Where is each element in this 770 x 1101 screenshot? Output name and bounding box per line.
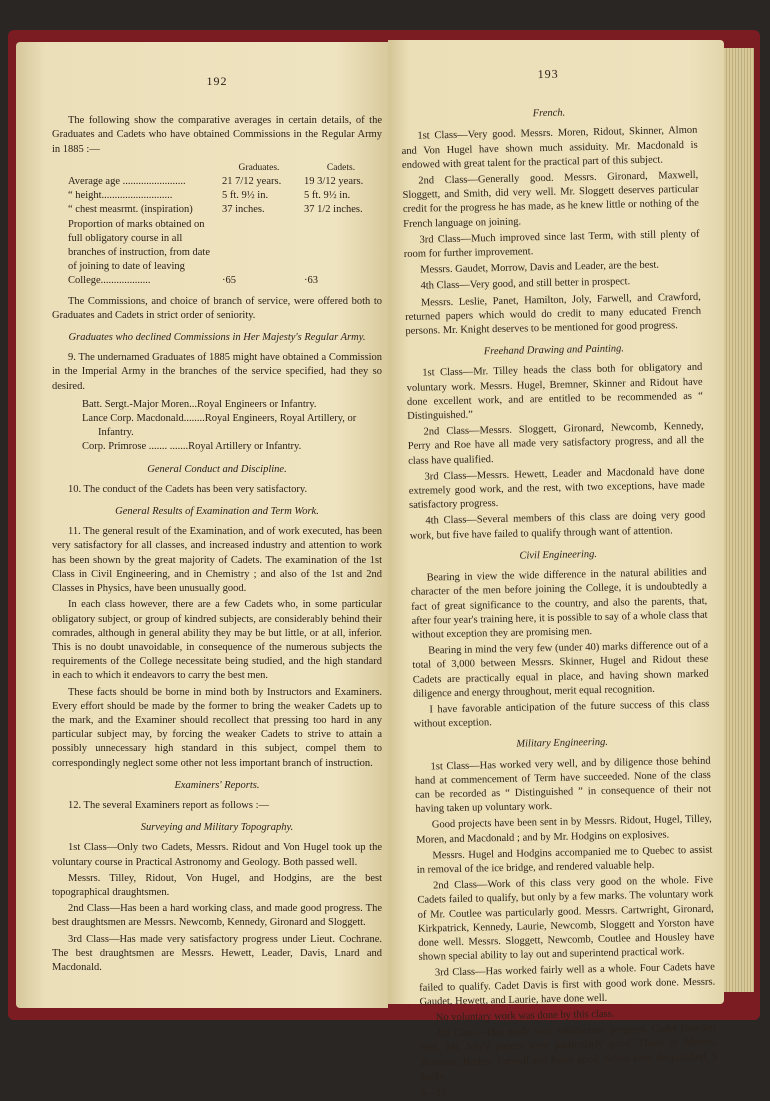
french-3rd-class: 3rd Class—Much improved since last Term, with still plenty of room for further improvement. [403,228,700,260]
graduates-list [52,398,382,455]
graduates-value: 37 inches. [222,204,265,216]
signature-mark: 6—13 [421,1087,447,1099]
col-header-cadets: Cadets. [326,162,356,173]
list-item: Corp. Primrose ....... .......Royal Artillery or Infantry. [82,441,302,453]
commissions-paragraph: The Commissions, and choice of branch of service, were offered both to Graduates and Cadets in strict order of seniority. [52,295,382,321]
civil-paragraph-2: Bearing in mind the very few (under 40) marks difference out of a total of 3,000 between Messrs. Skinner, Hugel and Ridout these Cadets are practically equal in place, and having shown marked diligence and energy throughout, merit equal recognition. [412,639,709,700]
cadets-value: 37 1/2 inches. [304,204,363,216]
page-number-right: 193 [537,66,559,82]
paragraph-facts: These facts should be borne in mind both by Instructors and Examiners. Every effort should be made by the former to bring the weaker Cadets up to the mark, and the Examiner should recollect that pressing too hard in any particular subject may, by forcing the weaker Cadets to strive to attain a possibly unnecessary high standard in this subject, compel them to correspondingly neglect some other not less important branch of instruction. [52,686,382,769]
table-row [52,218,382,289]
page-edges [724,48,754,992]
military-2nd-class: 2nd Class—Work of this class very good on the whole. Five Cadets failed to qualify, but only by a few marks. The voluntary work of Mr. Coutlee was particularly good. Messrs. Cartwright, Gironard, Kirkpatrick, Kennedy, Laurie, Newcomb, Sloggett and Yorston have done well. Messrs. Sloggett, Newcomb, Coutlee and Housley have shown special ability to lay out and superintend practical work. [417,874,715,963]
section-heading-civil: Civil Engineering. [519,548,598,562]
french-4th-class: 4th Class—Very good, and still better in prospect. [420,276,631,293]
section-heading-military: Military Engineering. [516,737,609,751]
section-heading-surveying: Surveying and Military Topography. [140,822,294,834]
french-2nd-class: 2nd Class—Generally good. Messrs. Gironard, Maxwell, Sloggett, and Smith, did very well. Mr. Sloggett deserves particular credit for the progress he has made, as he knew little or nothing of the French language on joining. [402,169,699,230]
surveying-1st-class: 1st Class—Only two Cadets, Messrs. Ridout and Von Hugel took up the voluntary course in Practical Astronomy and Geology. Both passed well. [52,842,382,868]
drawing-3rd-class: 3rd Class—Messrs. Hewett, Leader and Macdonald have done extremely good work, and the rest, with two exceptions, have made satisfactory progress. [408,465,705,512]
graduates-value: 5 ft. 9½ in. [222,190,269,202]
col-header-graduates: Graduates. [238,162,280,173]
drawing-1st-class: 1st Class—Mr. Tilley heads the class both for obligatory and voluntary work. Messrs. Hugel, Bremner, Skinner and Ridout have done excellent work, and are entitled to be recommended as “ Distinguished.” [406,362,704,422]
french-3rd-best: Messrs. Gaudet, Morrow, Davis and Leader, are the best. [420,259,660,276]
row-label: Proportion of marks obtained on full obligatory course in all branches of instruction, from date of joining to date of leaving College................... [68,218,210,287]
paragraph-10: 10. The conduct of the Cadets has been very satisfactory. [68,483,308,495]
cadets-value: 5 ft. 9½ in. [304,190,351,202]
paragraph-each-class: In each class however, there are a few Cadets who, in some particular obligatory subject, or group of kindred subjects, are considerably behind their comrades, although in general ability they may be but little, or at all, inferior. This is no doubt unavoidable, in consequence of the numerous subjects the requirements of the College necessitate being studied, and the high standard in each to which it endeavors to carry the best men. [52,599,382,682]
paragraph-9: 9. The undernamed Graduates of 1885 might have obtained a Commission in the Imperial Army in the branches of the service specified, had they so desired. [52,352,382,392]
military-3rd-class: 3rd Class—Has worked fairly well as a whole. Four Cadets have failed to qualify. Cadet Davis is first with good work done. Messrs. Gaudet, Hewett, and Laurie, have done well. [419,961,716,1008]
graduates-value: 21 7/12 years. [222,176,282,188]
military-projects: Good projects have been sent in by Messrs. Ridout, Hugel, Tilley, Moren, and Macdonald ; and by Mr. Hodgins on explosives. [416,813,712,846]
list-item: Batt. Sergt.-Major Moren...Royal Engineers or Infantry. [82,398,317,410]
section-heading-results: General Results of Examination and Term Work. [115,506,319,518]
table-row [52,175,382,189]
paragraph-12: 12. The several Examiners report as follows :— [68,799,270,811]
drawing-4th-class: 4th Class—Several members of this class are doing very good work, but five have failed to qualify through want of attention. [409,510,706,542]
civil-paragraph-1: Bearing in view the wide difference in the natural abilities and character of the men before joining the College, it is undoubtedly a fact of great significance to the country, and also the parents, that, after four year's training here, it is possible to say of a whole class that without exception they are promising men. [410,566,708,641]
row-label: “ height........................... [68,190,173,202]
table-row [52,203,382,217]
military-quebec: Messrs. Hugel and Hodgins accompanied me to Quebec to assist in removal of the ice bridge, and rendered valuable help. [416,844,713,876]
graduates-value: ·65 [222,275,236,287]
book-cover [8,30,760,1099]
military-1st-class: 1st Class—Has worked very well, and by diligence those behind hand at commencement of Term have succeeded. None of the class can be recorded as “ Distinguished ” in consequence of their not having taken up voluntary work. [414,755,712,815]
military-no-voluntary: No voluntary work was done by this class. [435,1008,615,1024]
civil-paragraph-3: I have favorable anticipation of the future success of this class without exception. [413,698,710,730]
cadets-value: 19 3/12 years. [304,176,364,188]
left-page [16,42,388,1008]
section-heading-conduct: General Conduct and Discipline. [147,463,287,475]
french-1st-class: 1st Class—Very good. Messrs. Moren, Ridout, Skinner, Almon and Von Hugel have shown much assiduity. Mr. Macdonald is endowed with great talent for the practical part of this subject. [401,125,698,171]
list-item: Lance Corp. Macdonald........Royal Engineers, Royal Artillery, or Infantry. [82,413,357,439]
surveying-3rd-class: 3rd Class—Has made very satisfactory progress under Lieut. Cochrane. The best draughtsmen are Messrs. Hewett, Leader, Davis, Lnard and Macdonald. [52,933,382,973]
cadets-value: ·63 [304,275,318,287]
paragraph-11: 11. The general result of the Examination, and of work executed, has been very satisfactory for all classes, and increased industry and attention to work has been shown by the great majority of Cadets. The examination of the 1st Class in Civil Engineering, and in Chemistry ; and also of the 1st and 2nd Classes in Physics, have been unusually good. [52,526,382,595]
page-number-left: 192 [206,74,228,88]
surveying-draughtsmen: Messrs. Tilley, Ridout, Von Hugel, and Hodgins, are the best topographical draughtsmen. [52,872,382,898]
row-label: “ chest measrmt. (inspiration) [68,204,193,216]
right-page [388,40,724,1099]
drawing-2nd-class: 2nd Class—Messrs. Sloggett, Gironard, Newcomb, Kennedy, Perry and Roe have all made very satisfactory progress, and all the class have qualified. [407,420,704,467]
left-page-content [52,74,382,977]
table-row [52,189,382,203]
right-page-content [400,64,718,1101]
section-heading-french: French. [532,107,566,120]
intro-paragraph: The following show the comparative averages in certain details, of the Graduates and Cadets who have obtained Commissions in the Regular Army in 1885 :— [52,115,382,155]
section-heading-examiners: Examiners' Reports. [174,779,260,791]
section-heading-declined: Graduates who declined Commissions in Her Majesty's Regular Army. [68,332,366,344]
row-label: Average age ........................ [68,176,186,188]
military-4th-class: 4th Class—Has made very satisfactory progress. Cadet Hencker first. Mr. Joly's papers were particularly good. Those of Messrs. Bremner, Barker, Farwell and Panet good. Seven have disqualified, 3 badly. [420,1022,717,1083]
surveying-2nd-class: 2nd Class—Has been a hard working class, and made good progress. The best draughtsmen are Messrs. Newcomb, Kennedy, Gironard and Sloggett. [52,903,382,929]
french-4th-papers: Messrs. Leslie, Panet, Hamilton, Joly, Farwell, and Crawford, returned papers which would do credit to many educated French persons. Mr. Knight deserves to be mentioned for good progress. [405,291,702,337]
averages-table [52,161,382,289]
section-heading-freehand: Freehand Drawing and Painting. [483,343,625,358]
